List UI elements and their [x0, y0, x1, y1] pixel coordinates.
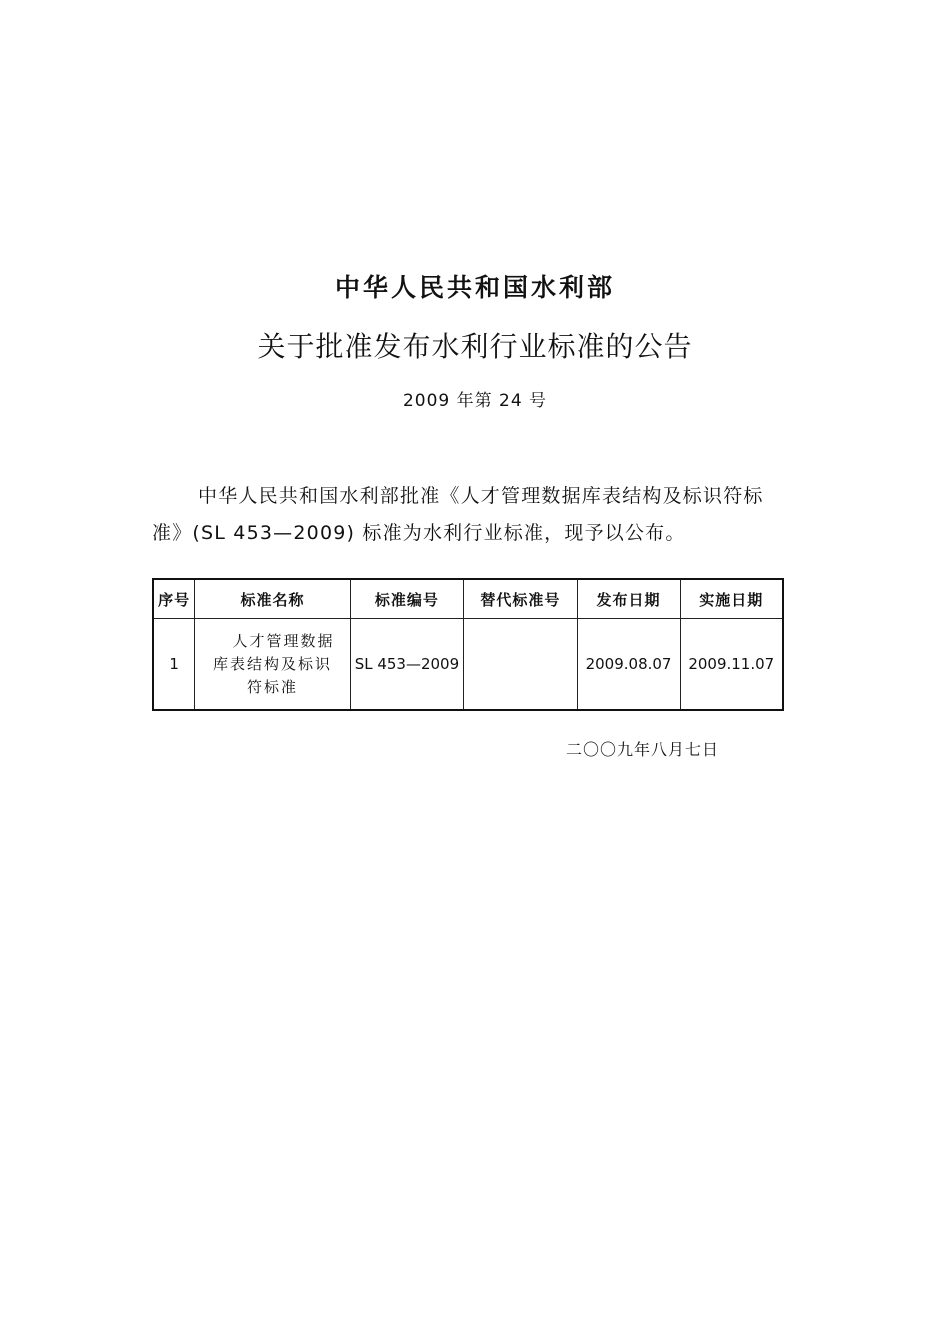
title-ministry: 中华人民共和国水利部 [334, 273, 615, 302]
cell-index: 1 [153, 619, 195, 711]
cell-standard-number: SL 453—2009 [350, 619, 464, 711]
table-header-row [153, 579, 783, 619]
header-number: 标准编号 [350, 579, 464, 619]
cell-effective-date: 2009.11.07 [680, 619, 783, 711]
title-announcement: 关于批准发布水利行业标准的公告 [257, 330, 693, 363]
header-effective-date: 实施日期 [680, 579, 783, 619]
standards-table [152, 578, 784, 711]
standard-name-line: 库表结构及标识 [213, 654, 333, 673]
document-number: 2009 年第 24 号 [402, 391, 548, 411]
announcement-date: 二〇〇九年八月七日 [566, 740, 720, 759]
table-row [153, 619, 783, 711]
header-replaces: 替代标准号 [464, 579, 577, 619]
header-publish-date: 发布日期 [577, 579, 680, 619]
standard-name-line: 符标准 [247, 677, 299, 696]
cell-publish-date: 2009.08.07 [577, 619, 680, 711]
cell-standard-name [195, 619, 350, 711]
header-name: 标准名称 [195, 579, 350, 619]
standard-name-line: 人才管理数据 [232, 631, 335, 650]
cell-replaces [464, 619, 577, 711]
announcement-paragraph: 中华人民共和国水利部批准《人才管理数据库表结构及标识符标准》(SL 453—2009) 标准为水利行业标准，现予以公布。 [152, 485, 764, 544]
header-index: 序号 [153, 579, 195, 619]
